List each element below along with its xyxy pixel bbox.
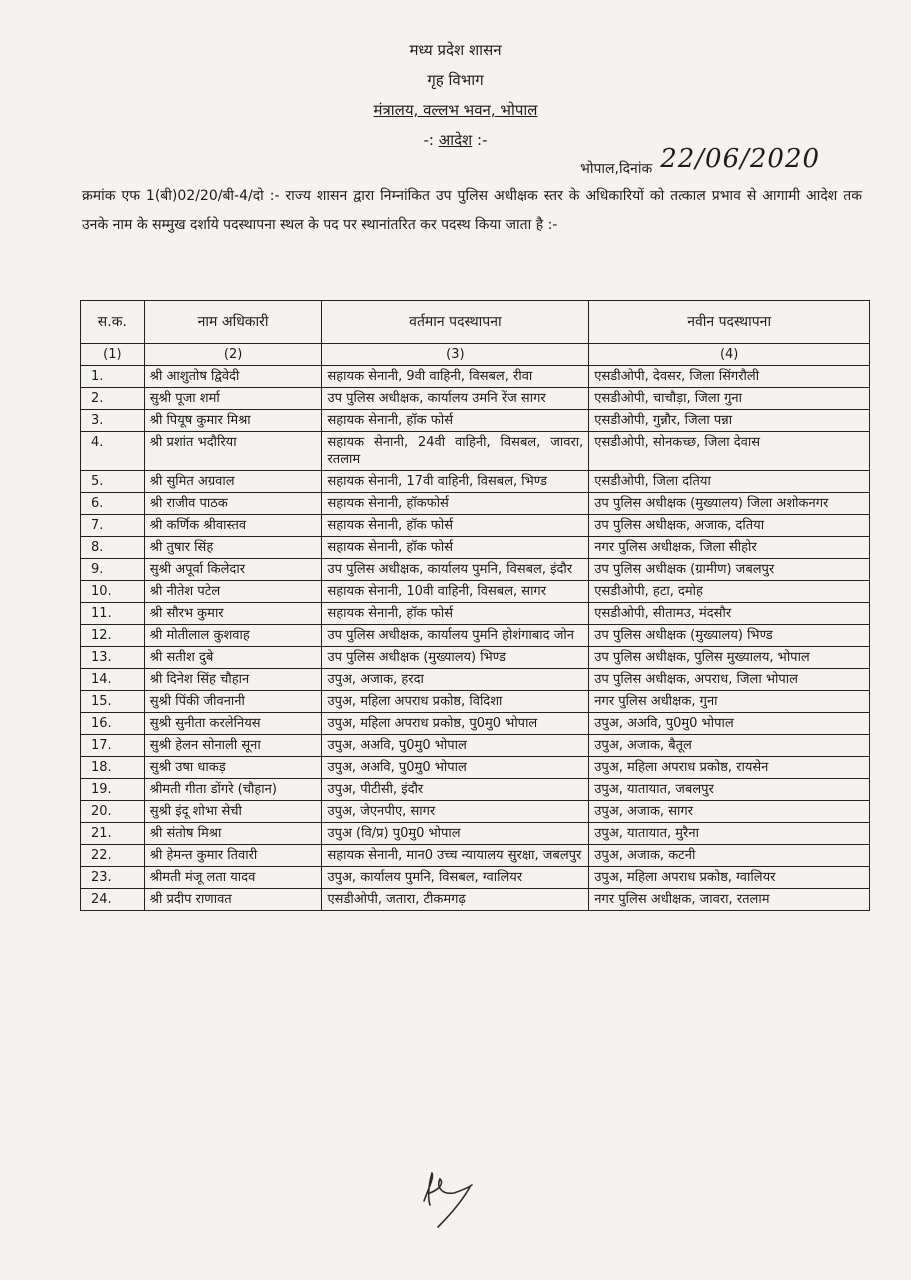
serial-cell: 5. <box>81 471 145 493</box>
officer-name-cell: श्री मोतीलाल कुशवाह <box>144 625 322 647</box>
new-posting-cell: नगर पुलिस अधीक्षक, गुना <box>589 691 870 713</box>
header-address: मंत्रालय, वल्लभ भवन, भोपाल <box>373 101 538 119</box>
serial-cell: 18. <box>81 757 145 779</box>
current-posting-cell: उपुअ, महिला अपराध प्रकोष्ठ, पु0मु0 भोपाल <box>322 713 589 735</box>
officer-name-cell: श्री कर्णिक श्रीवास्तव <box>144 515 322 537</box>
serial-cell: 15. <box>81 691 145 713</box>
serial-cell: 8. <box>81 537 145 559</box>
handwritten-date: 22/06/2020 <box>660 144 821 174</box>
table-row <box>81 471 870 493</box>
new-posting-cell: उप पुलिस अधीक्षक, अजाक, दतिया <box>589 515 870 537</box>
dateline <box>580 144 821 180</box>
new-posting-cell: एसडीओपी, जिला दतिया <box>589 471 870 493</box>
order-paragraph: क्रमांक एफ 1(बी)02/20/बी-4/दो :- राज्य शासन द्वारा निम्नांकित उप पुलिस अधीक्षक स्तर के अधिकारियों को तत्काल प्रभाव से आगामी आदेश तक उनके नाम के सम्मुख दर्शाये पदस्थापना स्थल के पद पर स्थानांतरित कर पदस्थ किया जाता है :- <box>82 188 862 233</box>
serial-cell: 3. <box>81 410 145 432</box>
serial-cell: 6. <box>81 493 145 515</box>
table-row <box>81 515 870 537</box>
officer-name-cell: श्री तुषार सिंह <box>144 537 322 559</box>
table-row <box>81 493 870 515</box>
header-government: मध्य प्रदेश शासन <box>409 41 502 59</box>
new-posting-cell: एसडीओपी, सीतामउ, मंदसौर <box>589 603 870 625</box>
officer-name-cell: श्री सतीश दुबे <box>144 647 322 669</box>
current-posting-cell: सहायक सेनानी, 10वी वाहिनी, विसबल, सागर <box>322 581 589 603</box>
table-header-row <box>81 301 870 344</box>
current-posting-cell: सहायक सेनानी, हॉक फोर्स <box>322 410 589 432</box>
current-posting-cell: उपुअ, अअवि, पु0मु0 भोपाल <box>322 735 589 757</box>
serial-cell: 19. <box>81 779 145 801</box>
new-posting-cell: उपुअ, अजाक, सागर <box>589 801 870 823</box>
table-row <box>81 669 870 691</box>
officer-name-cell: श्री संतोष मिश्रा <box>144 823 322 845</box>
new-posting-cell: एसडीओपी, चाचौड़ा, जिला गुना <box>589 388 870 410</box>
current-posting-cell: उपुअ (वि/प्र) पु0मु0 भोपाल <box>322 823 589 845</box>
new-posting-cell: उपुअ, अजाक, बैतूल <box>589 735 870 757</box>
new-posting-cell: एसडीओपी, देवसर, जिला सिंगरौली <box>589 366 870 388</box>
serial-cell: 16. <box>81 713 145 735</box>
new-posting-cell: नगर पुलिस अधीक्षक, जावरा, रतलाम <box>589 889 870 911</box>
officer-name-cell: श्री नीतेश पटेल <box>144 581 322 603</box>
new-posting-cell: एसडीओपी, गुन्नौर, जिला पन्ना <box>589 410 870 432</box>
officer-name-cell: सुश्री हेलन सोनाली सूना <box>144 735 322 757</box>
officer-name-cell: सुश्री पिंकी जीवनानी <box>144 691 322 713</box>
current-posting-cell: सहायक सेनानी, हॉकफोर्स <box>322 493 589 515</box>
new-posting-cell: उपुअ, महिला अपराध प्रकोष्ठ, रायसेन <box>589 757 870 779</box>
current-posting-cell: सहायक सेनानी, 17वी वाहिनी, विसबल, भिण्ड <box>322 471 589 493</box>
serial-cell: 24. <box>81 889 145 911</box>
current-posting-cell: उपुअ, अजाक, हरदा <box>322 669 589 691</box>
current-posting-cell: सहायक सेनानी, 24वी वाहिनी, विसबल, जावरा, रतलाम <box>322 432 589 471</box>
table-row <box>81 713 870 735</box>
current-posting-cell: सहायक सेनानी, 9वी वाहिनी, विसबल, रीवा <box>322 366 589 388</box>
order-title-post: :- <box>472 131 488 149</box>
officer-name-cell: सुश्री उषा धाकड़ <box>144 757 322 779</box>
officer-name-cell: श्री राजीव पाठक <box>144 493 322 515</box>
new-posting-cell: उपुअ, अअवि, पु0मु0 भोपाल <box>589 713 870 735</box>
officer-name-cell: सुश्री पूजा शर्मा <box>144 388 322 410</box>
new-posting-cell: उपुअ, यातायात, जबलपुर <box>589 779 870 801</box>
serial-cell: 4. <box>81 432 145 471</box>
current-posting-cell: उप पुलिस अधीक्षक (मुख्यालय) भिण्ड <box>322 647 589 669</box>
table-row <box>81 581 870 603</box>
table-row <box>81 823 870 845</box>
table-row <box>81 889 870 911</box>
table-row <box>81 388 870 410</box>
header-department: गृह विभाग <box>427 71 484 89</box>
new-posting-cell: उपुअ, यातायात, मुरैना <box>589 823 870 845</box>
current-posting-cell: उपुअ, कार्यालय पुमनि, विसबल, ग्वालियर <box>322 867 589 889</box>
serial-cell: 13. <box>81 647 145 669</box>
table-row <box>81 625 870 647</box>
order-title-word: आदेश <box>438 131 473 149</box>
table-row <box>81 867 870 889</box>
new-posting-cell: उपुअ, अजाक, कटनी <box>589 845 870 867</box>
table-row <box>81 757 870 779</box>
officer-name-cell: श्रीमती मंजू लता यादव <box>144 867 322 889</box>
current-posting-cell: सहायक सेनानी, मान0 उच्च न्यायालय सुरक्षा, जबलपुर <box>322 845 589 867</box>
current-posting-cell: उप पुलिस अधीक्षक, कार्यालय उमनि रेंज सागर <box>322 388 589 410</box>
table-row <box>81 559 870 581</box>
new-posting-cell: नगर पुलिस अधीक्षक, जिला सीहोर <box>589 537 870 559</box>
order-title-pre: -: <box>423 131 439 149</box>
new-posting-cell: उपुअ, महिला अपराध प्रकोष्ठ, ग्वालियर <box>589 867 870 889</box>
serial-cell: 9. <box>81 559 145 581</box>
current-posting-cell: उपुअ, अअवि, पु0मु0 भोपाल <box>322 757 589 779</box>
table-row <box>81 801 870 823</box>
officer-name-cell: श्री सुमित अग्रवाल <box>144 471 322 493</box>
officer-name-cell: सुश्री अपूर्वा किलेदार <box>144 559 322 581</box>
current-posting-cell: उपुअ, जेएनपीए, सागर <box>322 801 589 823</box>
header-current-posting: वर्तमान पदस्थापना <box>322 301 589 344</box>
current-posting-cell: उप पुलिस अधीक्षक, कार्यालय पुमनि, विसबल, इंदौर <box>322 559 589 581</box>
header-serial: स.क. <box>81 301 145 344</box>
transfer-table <box>80 300 870 911</box>
serial-cell: 12. <box>81 625 145 647</box>
serial-cell: 17. <box>81 735 145 757</box>
header-new-posting: नवीन पदस्थापना <box>589 301 870 344</box>
officer-name-cell: श्रीमती गीता डोंगरे (चौहान) <box>144 779 322 801</box>
serial-cell: 1. <box>81 366 145 388</box>
serial-cell: 20. <box>81 801 145 823</box>
table-row <box>81 779 870 801</box>
new-posting-cell: एसडीओपी, सोनकच्छ, जिला देवास <box>589 432 870 471</box>
new-posting-cell: एसडीओपी, हटा, दमोह <box>589 581 870 603</box>
table-row <box>81 735 870 757</box>
serial-cell: 23. <box>81 867 145 889</box>
current-posting-cell: सहायक सेनानी, हॉक फोर्स <box>322 515 589 537</box>
serial-cell: 10. <box>81 581 145 603</box>
officer-name-cell: श्री दिनेश सिंह चौहान <box>144 669 322 691</box>
col-number: (4) <box>589 344 870 366</box>
table-row <box>81 410 870 432</box>
serial-cell: 11. <box>81 603 145 625</box>
officer-name-cell: श्री पियूष कुमार मिश्रा <box>144 410 322 432</box>
serial-cell: 14. <box>81 669 145 691</box>
serial-cell: 2. <box>81 388 145 410</box>
table-row <box>81 366 870 388</box>
officer-name-cell: श्री प्रदीप राणावत <box>144 889 322 911</box>
serial-cell: 21. <box>81 823 145 845</box>
current-posting-cell: एसडीओपी, जतारा, टीकमगढ़ <box>322 889 589 911</box>
serial-cell: 7. <box>81 515 145 537</box>
current-posting-cell: उपुअ, पीटीसी, इंदौर <box>322 779 589 801</box>
serial-cell: 22. <box>81 845 145 867</box>
table-body <box>81 366 870 911</box>
signature-mark <box>410 1165 490 1235</box>
new-posting-cell: उप पुलिस अधीक्षक, पुलिस मुख्यालय, भोपाल <box>589 647 870 669</box>
col-number: (2) <box>144 344 322 366</box>
current-posting-cell: उपुअ, महिला अपराध प्रकोष्ठ, विदिशा <box>322 691 589 713</box>
table-row <box>81 647 870 669</box>
new-posting-cell: उप पुलिस अधीक्षक (मुख्यालय) जिला अशोकनगर <box>589 493 870 515</box>
new-posting-cell: उप पुलिस अधीक्षक (मुख्यालय) भिण्ड <box>589 625 870 647</box>
col-number: (3) <box>322 344 589 366</box>
table-row <box>81 691 870 713</box>
officer-name-cell: श्री हेमन्त कुमार तिवारी <box>144 845 322 867</box>
column-number-row <box>81 344 870 366</box>
current-posting-cell: उप पुलिस अधीक्षक, कार्यालय पुमनि होशंगाबाद जोन <box>322 625 589 647</box>
table-row <box>81 845 870 867</box>
current-posting-cell: सहायक सेनानी, हॉक फोर्स <box>322 537 589 559</box>
current-posting-cell: सहायक सेनानी, हॉक फोर्स <box>322 603 589 625</box>
officer-name-cell: श्री सौरभ कुमार <box>144 603 322 625</box>
date-label: भोपाल,दिनांक <box>580 161 653 177</box>
table-row <box>81 603 870 625</box>
table-row <box>81 537 870 559</box>
header-officer-name: नाम अधिकारी <box>144 301 322 344</box>
officer-name-cell: सुश्री सुनीता करलेनियस <box>144 713 322 735</box>
new-posting-cell: उप पुलिस अधीक्षक (ग्रामीण) जबलपुर <box>589 559 870 581</box>
col-number: (1) <box>81 344 145 366</box>
officer-name-cell: श्री प्रशांत भदौरिया <box>144 432 322 471</box>
new-posting-cell: उप पुलिस अधीक्षक, अपराध, जिला भोपाल <box>589 669 870 691</box>
table-row <box>81 432 870 471</box>
officer-name-cell: श्री आशुतोष द्विवेदी <box>144 366 322 388</box>
officer-name-cell: सुश्री इंदू शोभा सेची <box>144 801 322 823</box>
